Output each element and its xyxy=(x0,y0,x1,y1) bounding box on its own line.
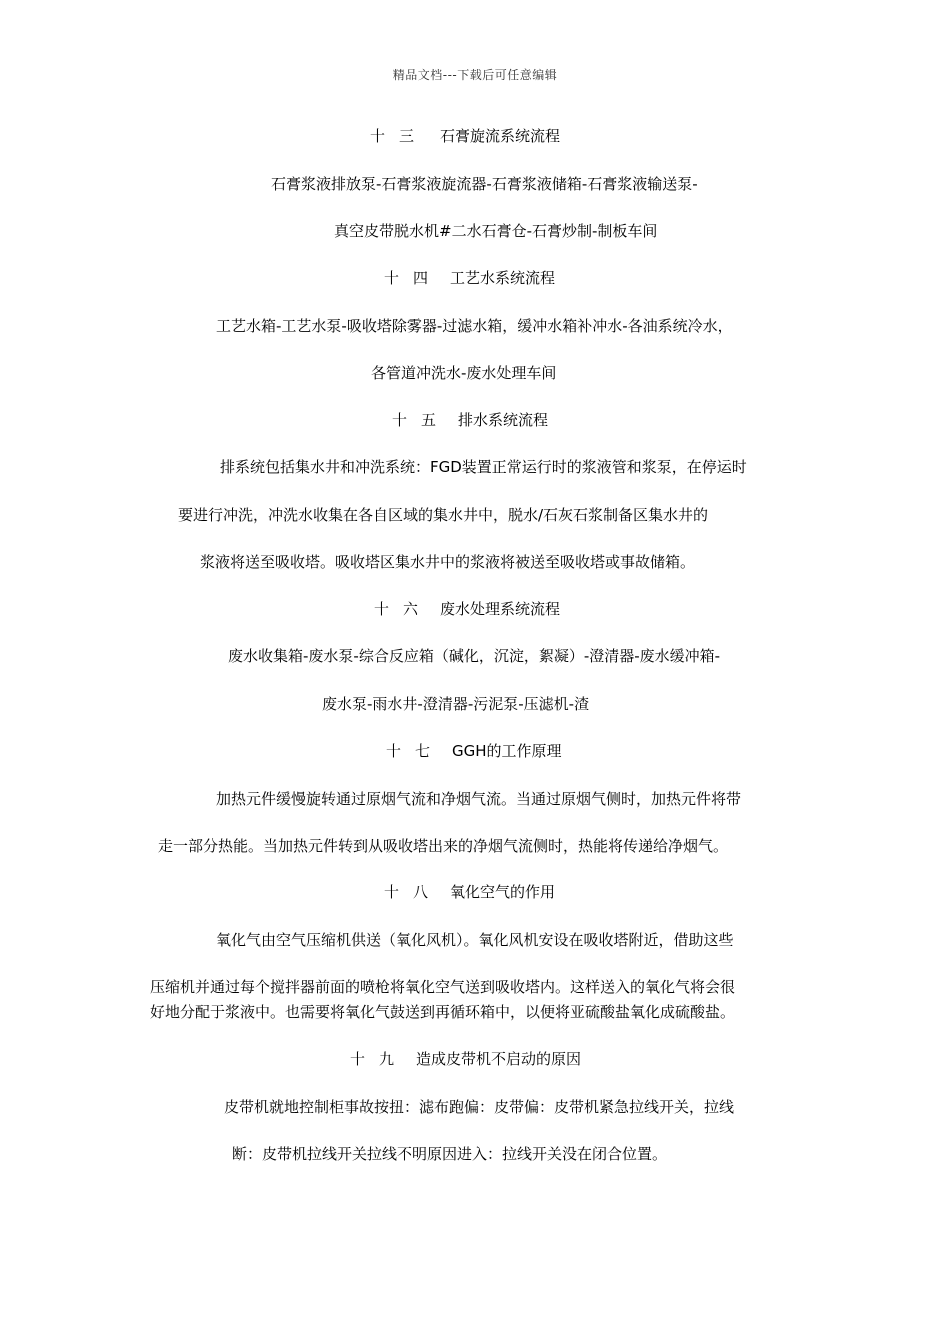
heading-number: 十 四 xyxy=(384,269,429,287)
paragraph-line: 要进行冲洗，冲洗水收集在各自区域的集水井中，脱水/石灰石浆制备区集水井的 xyxy=(178,506,709,524)
heading-title: 废水处理系统流程 xyxy=(440,600,561,618)
section-heading-19 xyxy=(350,1049,581,1069)
paragraph-line: 各管道冲洗水-废水处理车间 xyxy=(371,364,557,382)
paragraph-line: 排系统包括集水井和冲洗系统：FGD装置正常运行时的浆液管和浆泵，在停运时 xyxy=(220,458,747,476)
paragraph-line: 断：皮带机拉线开关拉线不明原因进入：拉线开关没在闭合位置。 xyxy=(232,1145,668,1163)
heading-title: 造成皮带机不启动的原因 xyxy=(416,1050,582,1068)
section-heading-14 xyxy=(384,268,555,288)
paragraph-line: 皮带机就地控制柜事故按扭：滤布跑偏：皮带偏：皮带机紧急拉线开关，拉线 xyxy=(224,1098,735,1116)
paragraph-line: 石膏浆液排放泵-石膏浆液旋流器-石膏浆液储箱-石膏浆液输送泵- xyxy=(271,175,698,193)
heading-title: 石膏旋流系统流程 xyxy=(440,127,561,145)
section-heading-17 xyxy=(386,741,562,761)
paragraph-line: 废水泵-雨水井-澄清器-污泥泵-压滤机-渣 xyxy=(322,695,590,713)
section-heading-16 xyxy=(374,599,560,619)
section-heading-13 xyxy=(370,126,560,146)
section-heading-18 xyxy=(384,882,555,902)
heading-title: 工艺水系统流程 xyxy=(450,269,556,287)
paragraph-line: 氧化气由空气压缩机供送（氧化风机）。氧化风机安设在吸收塔附近，借助这些 xyxy=(216,931,734,949)
heading-number: 十 八 xyxy=(384,883,429,901)
heading-number: 十 三 xyxy=(370,127,415,145)
paragraph-line: 压缩机并通过每个搅拌器前面的喷枪将氧化空气送到吸收塔内。这样送入的氧化气将会很 xyxy=(150,978,736,996)
paragraph-line: 浆液将送至吸收塔。吸收塔区集水井中的浆液将被送至吸收塔或事故储箱。 xyxy=(200,553,696,571)
paragraph-line: 走一部分热能。当加热元件转到从吸收塔出来的净烟气流侧时，热能将传递给净烟气。 xyxy=(158,837,729,855)
heading-title: 排水系统流程 xyxy=(458,411,549,429)
section-heading-15 xyxy=(392,410,548,430)
paragraph-line: 工艺水箱-工艺水泵-吸收塔除雾器-过滤水箱，缓冲水箱补冲水-各油系统冷水， xyxy=(216,317,733,335)
heading-title: 氧化空气的作用 xyxy=(450,883,556,901)
heading-number: 十 七 xyxy=(386,742,431,760)
heading-number: 十 五 xyxy=(392,411,437,429)
heading-title: GGH的工作原理 xyxy=(452,742,562,760)
paragraph-line: 加热元件缓慢旋转通过原烟气流和净烟气流。当通过原烟气侧时，加热元件将带 xyxy=(216,790,742,808)
paragraph-line: 好地分配于浆液中。也需要将氧化气鼓送到再循环箱中，以便将亚硫酸盐氧化成硫酸盐。 xyxy=(150,1003,736,1021)
paragraph-line: 真空皮带脱水机#二水石膏仓-石膏炒制-制板车间 xyxy=(334,222,658,240)
heading-number: 十 六 xyxy=(374,600,419,618)
paragraph-line: 废水收集箱-废水泵-综合反应箱（碱化，沉淀，絮凝）-澄清器-废水缓冲箱- xyxy=(228,647,721,665)
page-header: 精品文档---下载后可任意编辑 xyxy=(392,68,558,82)
heading-number: 十 九 xyxy=(350,1050,395,1068)
